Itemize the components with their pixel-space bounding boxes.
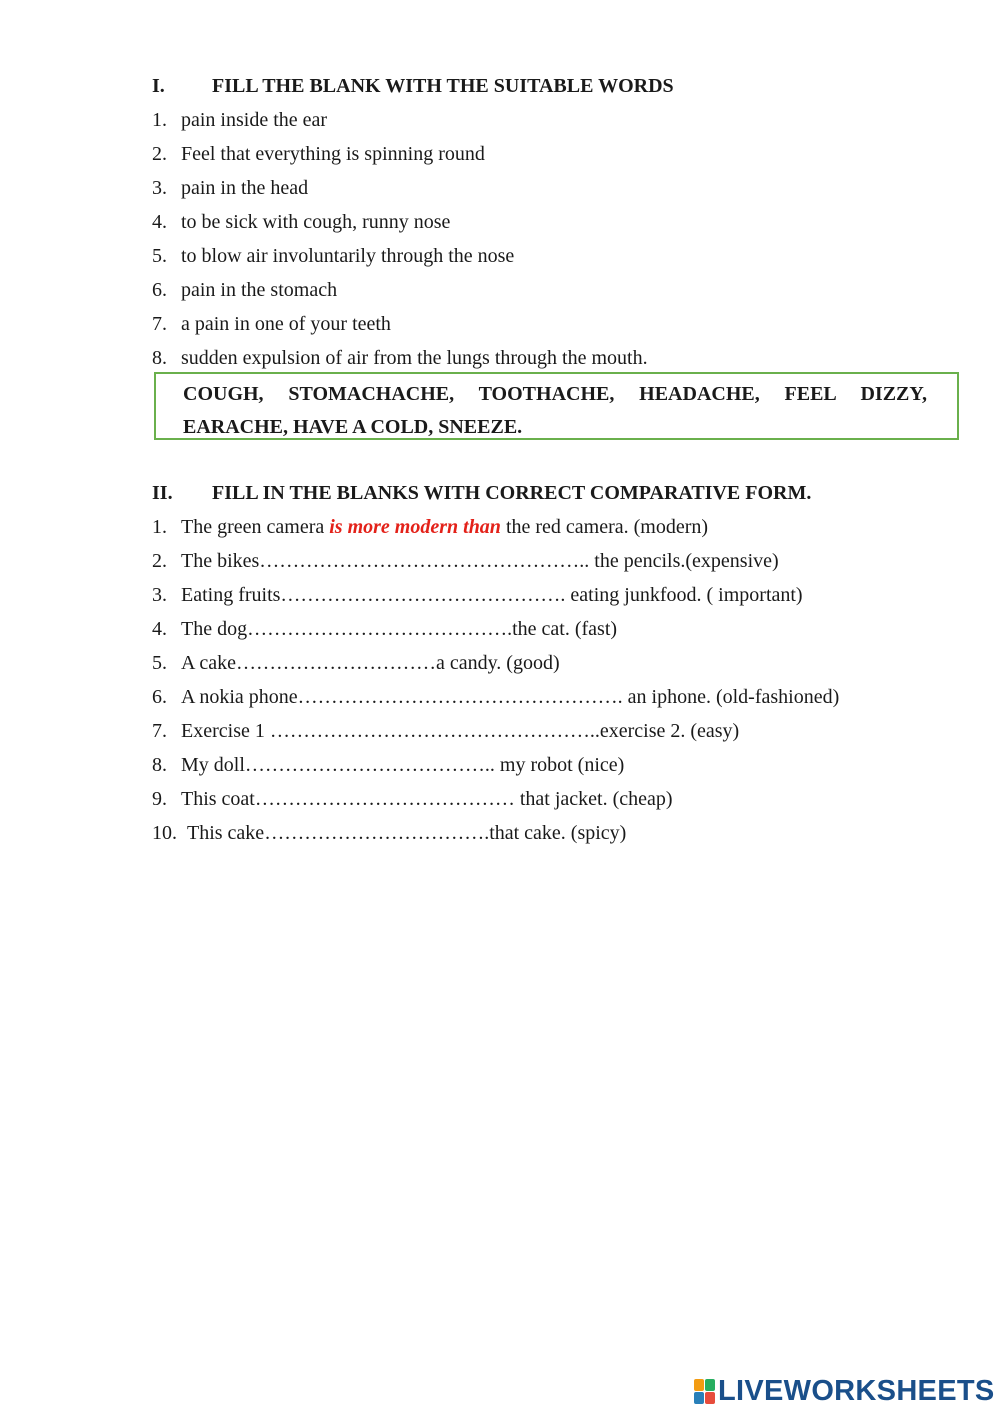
list-item: 10. This cake…………………………….that cake. (spicy) bbox=[152, 822, 627, 844]
list-item: 3. Eating fruits……………………………………. eating junkfood. ( important) bbox=[152, 584, 803, 606]
example-answer: is more modern than bbox=[329, 516, 501, 538]
section-2 bbox=[152, 476, 972, 850]
word-bank-box bbox=[154, 372, 959, 440]
list-item: 3. pain in the head bbox=[152, 177, 309, 199]
section-1-heading bbox=[152, 69, 972, 103]
list-item: 5. to blow air involuntarily through the nose bbox=[152, 245, 515, 267]
list-item: 6. pain in the stomach bbox=[152, 279, 338, 301]
vocabulary-list bbox=[152, 103, 972, 375]
comparative-list bbox=[152, 510, 972, 850]
list-item: 2. The bikes………………………………………….. the pencils.(expensive) bbox=[152, 550, 779, 572]
section-1-number: I. bbox=[152, 75, 165, 97]
section-2-title: FILL IN THE BLANKS WITH CORRECT COMPARATIVE FORM. bbox=[212, 482, 812, 504]
section-1-title: FILL THE BLANK WITH THE SUITABLE WORDS bbox=[212, 75, 674, 97]
list-item: 8. My doll……………………………….. my robot (nice) bbox=[152, 754, 625, 776]
liveworksheets-logo-icon bbox=[694, 1379, 714, 1403]
example-item: 1. The green camera is more modern than the red camera. (modern) bbox=[152, 516, 709, 538]
section-2-number: II. bbox=[152, 482, 173, 504]
list-item: 5. A cake…………………………a candy. (good) bbox=[152, 652, 560, 674]
list-item: 2. Feel that everything is spinning round bbox=[152, 143, 485, 165]
example-before: The green camera bbox=[181, 516, 330, 538]
example-after: the red camera. (modern) bbox=[500, 516, 709, 538]
list-item: 8. sudden expulsion of air from the lungs through the mouth. bbox=[152, 347, 648, 369]
list-item: 4. The dog………………………………….the cat. (fast) bbox=[152, 618, 618, 640]
word-bank-text: COUGH, STOMACHACHE, TOOTHACHE, HEADACHE, FEEL DIZZY, EARACHE, HAVE A COLD, SNEEZE. bbox=[183, 383, 927, 438]
list-item: 1. pain inside the ear bbox=[152, 109, 328, 131]
list-item: 7. Exercise 1 …………………………………………..exercise 2. (easy) bbox=[152, 720, 740, 742]
list-item: 6. A nokia phone…………………………………………. an iphone. (old-fashioned) bbox=[152, 686, 840, 708]
logo-text: LIVEWORKSHEETS bbox=[718, 1374, 995, 1407]
liveworksheets-logo[interactable] bbox=[694, 1375, 995, 1407]
list-item: 9. This coat………………………………… that jacket. (cheap) bbox=[152, 788, 673, 810]
section-1 bbox=[152, 69, 972, 375]
list-item: 4. to be sick with cough, runny nose bbox=[152, 211, 451, 233]
list-item: 7. a pain in one of your teeth bbox=[152, 313, 391, 335]
section-2-heading bbox=[152, 476, 972, 510]
